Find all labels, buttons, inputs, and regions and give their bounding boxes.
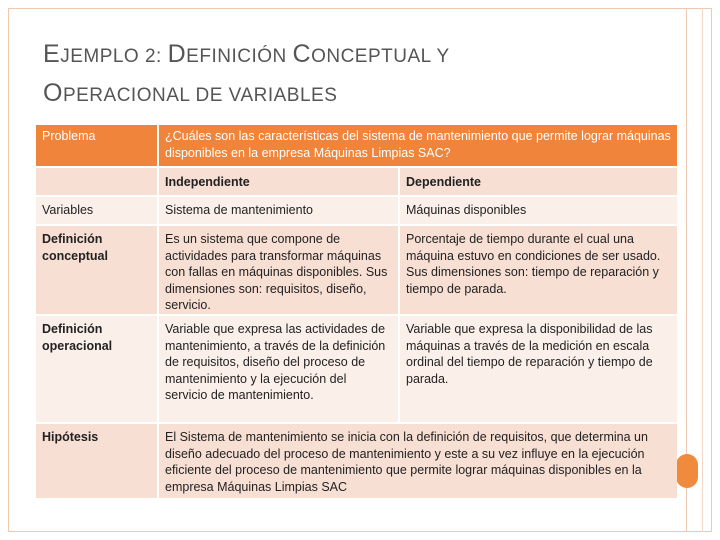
- accent-marker: [676, 454, 698, 488]
- conceptual-dependiente: Porcentaje de tiempo durante el cual una máquina estuvo en condiciones de ser usado. Sus dimensiones son: tiempo de reparación y tiempo de parada.: [400, 226, 677, 314]
- conceptual-independiente: Es un sistema que compone de actividades para transformar máquinas con fallas en máquinas disponibles. Sus dimensiones son: requisitos, diseño, servicio.: [159, 226, 398, 314]
- header-empty: [36, 168, 157, 195]
- problema-label: Problema: [36, 125, 157, 166]
- hipotesis-label: Hipótesis: [36, 424, 157, 498]
- header-independiente: Independiente: [159, 168, 398, 195]
- header-dependiente: Dependiente: [400, 168, 677, 195]
- operacional-independiente: Variable que expresa las actividades de mantenimiento, a través de la definición de requisitos, diseño del proceso de mantenimiento y la ejecución del servicio de mantenimiento.: [159, 316, 398, 422]
- variables-independiente: Sistema de mantenimiento: [159, 197, 398, 224]
- problema-text: ¿Cuáles son las características del sistema de mantenimiento que permite lograr máquinas disponibles en la empresa Máquinas Limpias SAC?: [159, 125, 677, 166]
- variables-table: [36, 125, 677, 498]
- frame-divider-outer: [702, 8, 703, 532]
- variables-dependiente: Máquinas disponibles: [400, 197, 677, 224]
- slide-title: EJEMPLO 2: DEFINICIÓN CONCEPTUAL Y OPERACIONAL DE VARIABLES: [43, 40, 450, 107]
- variables-label: Variables: [36, 197, 157, 224]
- operacional-dependiente: Variable que expresa la disponibilidad de las máquinas a través de la medición en escala ordinal del tiempo de reparación y tiempo de parada.: [400, 316, 677, 422]
- conceptual-label: Definición conceptual: [36, 226, 157, 314]
- operacional-label: Definición operacional: [36, 316, 157, 422]
- hipotesis-text: El Sistema de mantenimiento se inicia con la definición de requisitos, que determina un diseño adecuado del proceso de mantenimiento y este a su vez influye en la ejecución eficiente del proceso de mantenimiento que permite lograr máquinas disponibles en la empresa Máquinas Limpias SAC: [159, 424, 677, 498]
